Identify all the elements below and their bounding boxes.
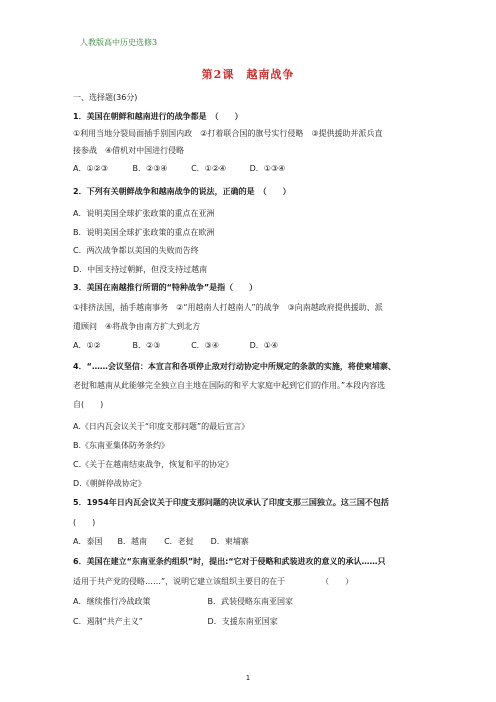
question-5-line-2: ( ): [73, 518, 96, 527]
question-3-line-2: 遣顾问 ④将战争由南方扩大到北方: [73, 322, 201, 331]
question-4-line-1: 4．“……会议坚信：本宣言和各项停止敌对行动协定中所规定的条款的实施，将使柬埔寨、: [73, 362, 396, 371]
option-b: B．越南: [117, 537, 148, 546]
option-d: D．①④: [249, 341, 279, 350]
question-2-option-a: A．说明美国全球扩张政策的重点在亚洲: [73, 209, 215, 218]
question-4-option-a: A.《日内瓦会议关于“印度支那问题”的最后宣言》: [73, 422, 250, 431]
question-4-option-b: B.《东南亚集体防务条约》: [73, 441, 170, 450]
question-6-options-cd: [73, 617, 278, 627]
option-b: B．②③: [132, 341, 161, 350]
option-b: B．②③④: [132, 164, 168, 173]
question-5-line-1: 5．1954年日内瓦会议关于印度支那问题的决议承认了印度支那三国独立。这三国不包括: [73, 498, 389, 507]
question-6-options-ab: [73, 597, 293, 607]
page-number: 1: [245, 674, 251, 682]
question-1-options: [73, 164, 285, 174]
option-a: A．①②③: [73, 164, 108, 173]
option-a: A．继续推行冷战政策: [73, 597, 151, 606]
option-d: D．①③④: [249, 164, 286, 173]
question-3-line-1: ①排挤法国，插手越南事务 ②“用越南人打越南人”的战争 ③向南越政府提供援助、派: [73, 303, 383, 312]
question-2-option-d: D．中国支持过朝鲜，但没支持过越南: [73, 265, 208, 274]
option-c: C．老挝: [164, 537, 194, 546]
option-c: C．①②④: [191, 164, 227, 173]
document-header: 人教版高中历史选修3: [80, 38, 158, 47]
question-2-option-b: B．说明美国全球扩张政策的重点在欧洲: [73, 228, 215, 237]
question-1-line-2: 接参战 ④借机对中国进行侵略: [73, 146, 185, 155]
option-d: D．支援东南亚国家: [207, 617, 278, 626]
question-4-line-3: 自( ): [73, 400, 104, 409]
option-a: A．泰国: [73, 537, 103, 546]
option-b: B．武装侵略东南亚国家: [207, 597, 294, 606]
question-6-line-1: 6．美国在建立“东南亚条约组织”时，提出:“它对于侵略和武装进攻的意义的承认……只: [73, 557, 386, 566]
question-4-option-c: C.《关于在越南结束战争，恢复和平的协定》: [73, 460, 234, 469]
question-2-stem: 2．下列有关朝鲜战争和越南战争的说法，正确的是 （ ）: [73, 187, 291, 196]
question-4-line-2: 老挝和越南从此能够完全独立自主地在国际的和平大家庭中起到它们的作用。”本段内容选: [73, 381, 386, 390]
question-5-options: [73, 537, 249, 547]
question-4-option-d: D.《朝鲜停战协定》: [73, 479, 146, 488]
question-1-stem: 1．美国在朝鲜和越南进行的战争都是 （ ）: [73, 112, 243, 121]
section-heading: 一、选择题(36分): [73, 93, 138, 102]
option-c: C．遏制“共产主义”: [73, 617, 143, 626]
option-d: D．柬埔寨: [210, 537, 249, 546]
question-2-option-c: C．两次战争都以美国的失败而告终: [73, 246, 199, 255]
question-6-line-2: 适用于共产党的侵略……”，说明它建立该组织主要目的在于 （ ）: [73, 577, 354, 586]
question-1-line-1: ①利用当地分裂局面插手别国内政 ②打着联合国的旗号实行侵略 ③提供援助并派兵直: [73, 129, 383, 138]
question-3-options: [73, 341, 278, 351]
option-a: A．①②: [73, 341, 101, 350]
option-c: C．③④: [191, 341, 220, 350]
lesson-title: 第2课 越南战争: [201, 68, 295, 81]
question-3-stem: 3．美国在南越推行所谓的“特种战争”是指（ ）: [73, 283, 258, 292]
